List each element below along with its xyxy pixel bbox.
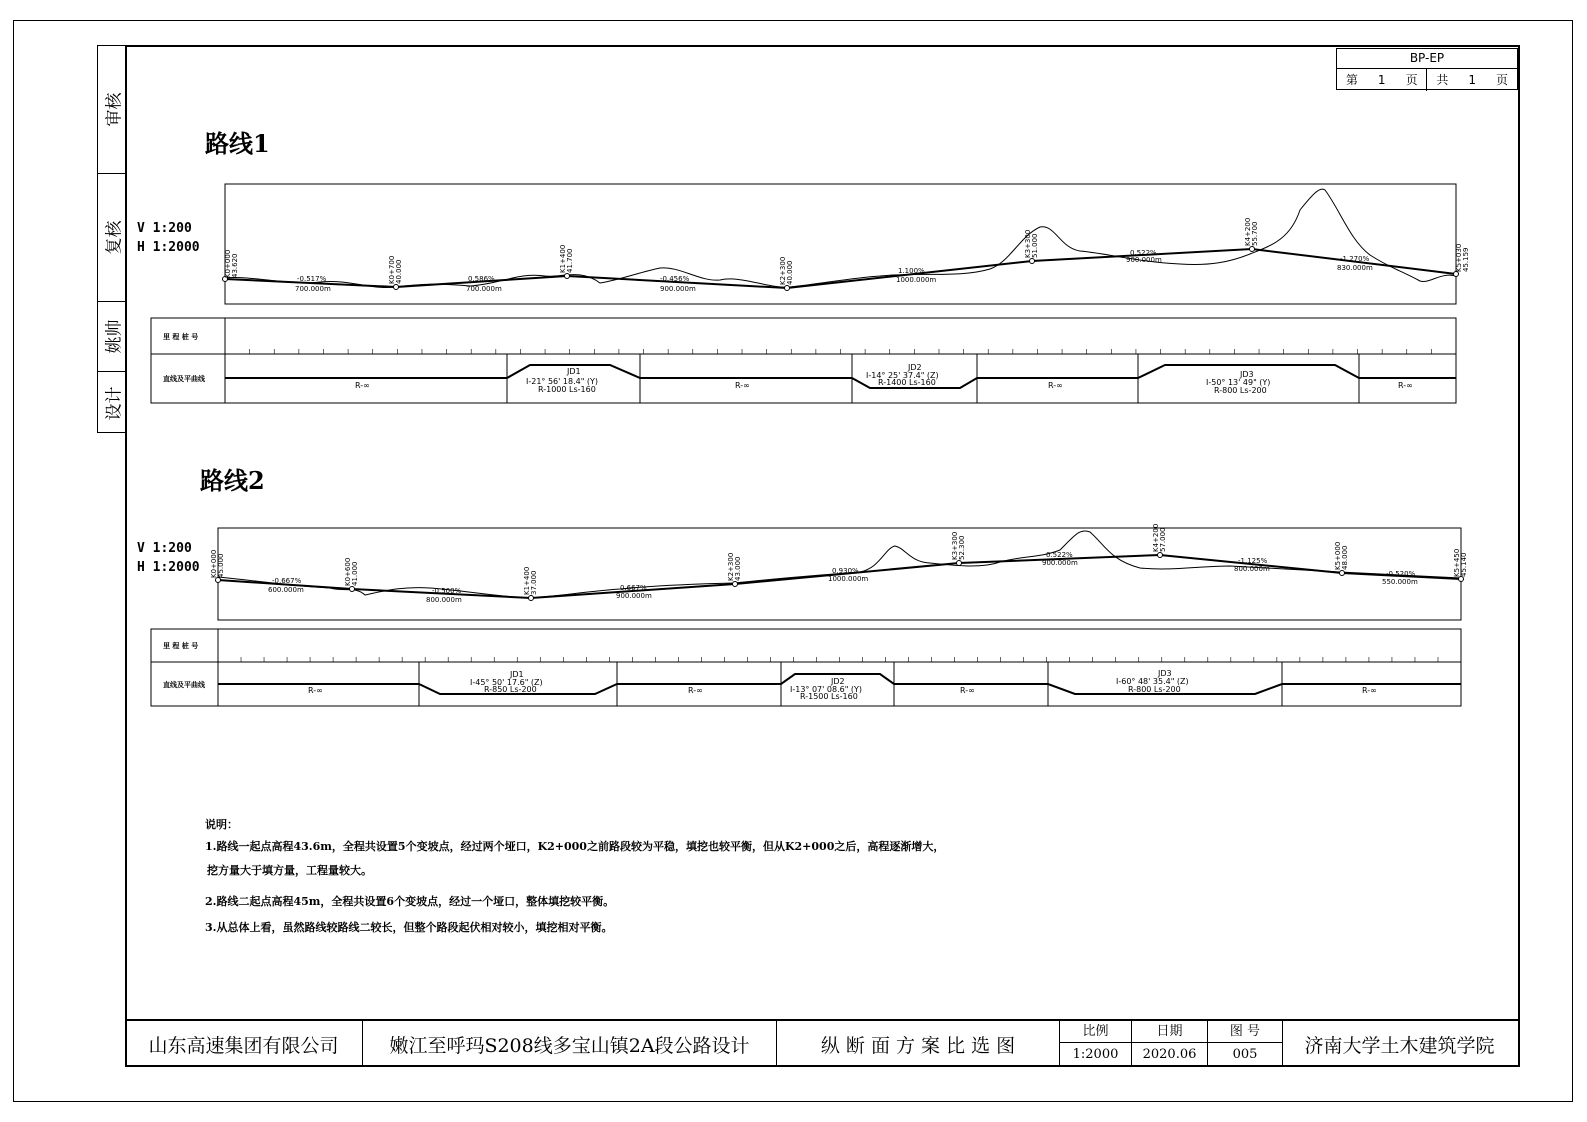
route2-pvi-4 [957,561,962,566]
scale-cell [1060,1021,1132,1067]
side-label-recheck: 复核 [98,174,125,302]
route1-pvi5-elev: 55.700 [1251,221,1259,246]
page-label-prefix: 第 [1345,73,1358,87]
total-prefix: 共 [1436,73,1449,87]
route2-grade-5: 0.522% [1046,551,1073,559]
route2-length-2: 800.000m [426,596,462,604]
page-unit: 页 [1397,69,1428,91]
route1-jd2-name: JD2 [908,363,922,372]
route2-alignment-row-label: 直线及平曲线 [163,681,205,689]
route1-pvi4-station: K3+300 [1024,229,1032,258]
route1-grade-4: 1.100% [898,267,925,275]
route2-straight-4: R-∞ [1362,686,1377,695]
route1-straight-3: R-∞ [1048,381,1063,390]
total-pages: 1 [1468,73,1477,87]
route1-grade-5: 0.522% [1130,249,1157,257]
route1-length-6: 830.000m [1337,264,1373,272]
route2-straight-3: R-∞ [960,686,975,695]
route1-stake-row-label: 里 程 桩 号 [163,333,199,341]
route2-pvi-1 [350,587,355,592]
route2-grade-3: 0.667% [620,584,647,592]
school-name: 济南大学土木建筑学院 [1304,1034,1495,1057]
route2-pvi2-station: K1+400 [523,566,531,595]
route2-stake-row-label: 里 程 桩 号 [163,642,199,650]
route1-alignment-row-label: 直线及平曲线 [163,375,205,383]
route2-pvi6-station: K5+000 [1334,541,1342,570]
route2-pvi3-elev: 43.000 [734,556,742,581]
route1-jd3-name: JD3 [1240,370,1254,379]
route2-grade-6: -1.125% [1238,557,1268,565]
route2-straight-2: R-∞ [688,686,703,695]
route1-grade-1: -0.517% [297,275,327,283]
route2-pvi-2 [529,596,534,601]
route2-start-elev: 45.000 [217,553,225,578]
notes-heading: 说明： [205,818,238,831]
route1-v-scale: V 1:200 [137,221,192,236]
route1-start-station: K0+000 [224,249,232,278]
page-number: 1 [1377,73,1386,87]
route2-length-4: 1000.000m [828,575,869,583]
route2-pvi4-elev: 52.300 [958,535,966,560]
route2-h-scale: H 1:2000 [137,560,200,575]
side-label-design: 设计 [104,386,124,420]
route1-start-elev: 43.620 [231,253,239,278]
route2-stake-ticks [218,657,1461,662]
route2-length-1: 600.000m [268,586,304,594]
route1-pvi5-station: K4+200 [1244,217,1252,246]
route1-jd2-line2: R-1400 Ls-160 [878,378,936,387]
route1-straight-4: R-∞ [1398,381,1413,390]
route1-end-station: K5+030 [1455,243,1463,272]
route1-title: 路线1 [205,129,270,158]
route2-pvi5-elev: 57.000 [1159,527,1167,552]
route2-pvi6-elev: 48.000 [1341,545,1349,570]
route1-jd2-line1: I-14° 25' 37.4" (Z) [866,371,939,380]
route2-pvi-3 [733,582,738,587]
route1-jd1-name: JD1 [567,367,581,376]
route2-start-station: K0+000 [210,549,218,578]
route1-length-4: 1000.000m [896,276,937,284]
company-name: 山东高速集团有限公司 [125,1021,363,1067]
note-2: 2.路线二起点高程45m，全程共设置6个变坡点，经过一个垭口，整体填挖较平衡。 [205,895,615,908]
project-name: 嫩江至呼玛S208线多宝山镇2A段公路设计 [363,1021,777,1067]
route2-jd1-line1: I-45° 50' 17.6" (Z) [470,678,543,687]
date-cell [1132,1021,1208,1067]
route1-pvi3-elev: 40.000 [786,260,794,285]
total-unit: 页 [1496,73,1509,87]
route2-jd2-line2: R-1500 Ls-160 [800,692,858,701]
route2-jd3-name: JD3 [1158,669,1172,678]
route2-jd1-name: JD1 [510,670,524,679]
route2-pvi2-elev: 37.000 [530,570,538,595]
route1-straight-2: R-∞ [735,381,750,390]
drawing-code: BP-EP [1337,49,1517,69]
route1-end-elev: 45.159 [1462,247,1470,272]
route2-end-elev: 45.140 [1460,552,1468,577]
route1-jd3-line1: I-50° 13' 49" (Y) [1206,378,1271,387]
number-cell [1208,1021,1283,1067]
route1-pvi2-station: K1+400 [559,244,567,273]
drawing-title: 纵 断 面 方 案 比 选 图 [777,1021,1060,1067]
note-1: 1.路线一起点高程43.6m，全程共设置5个变坡点，经过两个垭口，K2+000之前路段较为平稳，填挖也较平衡，但从K2+000之后，高程逐渐增大， [205,840,945,853]
route1-jd3-line2: R-800 Ls-200 [1214,386,1267,395]
route1-h-scale: H 1:2000 [137,240,200,255]
route1-pvi2-elev: 41.700 [566,248,574,273]
route2-grade-7: -0.520% [1386,570,1416,578]
route2-grade-4: 0.930% [832,567,859,575]
route2-title: 路线2 [200,466,265,495]
number-value: 005 [1232,1047,1258,1062]
route2-length-6: 800.000m [1234,565,1270,573]
route2-length-7: 550.000m [1382,578,1418,586]
route1-length-3: 900.000m [660,285,696,293]
route2-straight-1: R-∞ [308,686,323,695]
title-block [125,1019,1520,1067]
note-1-continued: 挖方量大于填方量，工程量较大。 [207,864,372,877]
date-value: 2020.06 [1142,1047,1197,1062]
route1-length-1: 700.000m [295,285,331,293]
side-label-designer-name: 姚帅 [98,302,125,372]
route1-pvi3-station: K2+300 [779,256,787,285]
side-label-review: 审核 [98,46,125,174]
route2-jd1-line2: R-850 Ls-200 [484,685,537,694]
route1-grade-6: -1.270% [1340,255,1370,263]
route1-grade-2: 0.586% [468,275,495,283]
date-label: 日期 [1132,1021,1207,1043]
route1-jd1-line1: I-21° 56' 18.4" (Y) [526,377,599,386]
route2-pvi4-station: K3+300 [951,531,959,560]
route2-jd3-line1: I-60° 48' 35.4" (Z) [1116,677,1189,686]
number-label: 图 号 [1208,1021,1282,1043]
route2-ground-line [218,531,1461,598]
route2-jd3-line2: R-800 Ls-200 [1128,685,1181,694]
route1-pvi4-elev: 51.000 [1031,233,1039,258]
route1-straight-1: R-∞ [355,381,370,390]
route1-grade-3: -0.456% [660,275,690,283]
scale-value: 1:2000 [1072,1047,1119,1062]
scale-label: 比例 [1060,1021,1131,1043]
route2-pvi-5 [1158,553,1163,558]
route2-pvi1-station: K0+600 [344,557,352,586]
route1-pvi1-station: K0+700 [388,255,396,284]
route2-pvi5-station: K4+200 [1152,523,1160,552]
route2-pvi1-elev: 41.000 [351,561,359,586]
route2-jd2-line1: I-13° 07' 08.6" (Y) [790,685,863,694]
route2-grade-1: -0.667% [272,577,302,585]
route2-v-scale: V 1:200 [137,541,192,556]
note-3: 3.从总体上看，虽然路线较路线二较长，但整个路段起伏相对较小，填挖相对平衡。 [205,921,613,934]
route1-length-2: 700.000m [466,285,502,293]
route2-end-station: K5+450 [1453,548,1461,577]
route1-pvi1-elev: 40.000 [395,259,403,284]
route2-pvi3-station: K2+300 [727,552,735,581]
route2-grade-2: -0.500% [432,587,462,595]
route2-pvi-6 [1340,571,1345,576]
route2-length-3: 900.000m [616,592,652,600]
route1-length-5: 900.000m [1126,256,1162,264]
route2-length-5: 900.000m [1042,559,1078,567]
route2-jd2-name: JD2 [831,677,845,686]
route1-jd1-line2: R-1000 Ls-160 [538,385,596,394]
